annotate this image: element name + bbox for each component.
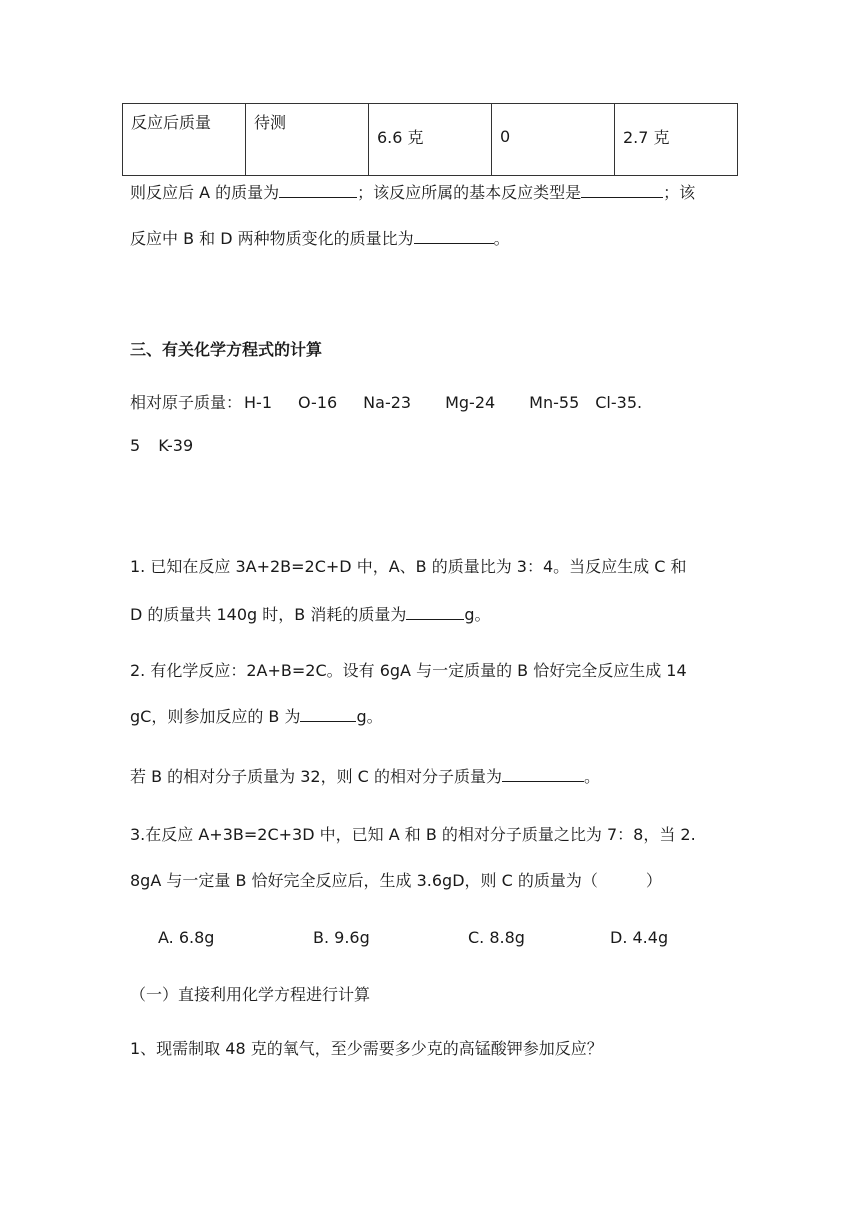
question-text: ；该: [663, 183, 696, 202]
result-table: [122, 103, 738, 176]
question-2-line3: [130, 764, 600, 787]
question-text: 。: [493, 229, 510, 248]
subsection-title: （一）直接利用化学方程进行计算: [130, 985, 371, 1004]
atomic-mass-line2: [130, 436, 193, 455]
question-text: 则反应后 A 的质量为: [130, 183, 280, 202]
table-cell: 0: [492, 104, 615, 176]
atomic-mass-value: H-1: [244, 393, 272, 412]
answer-blank: [414, 227, 494, 244]
question-text: gC，则参加反应的 B 为: [130, 707, 301, 726]
question-text: ；该反应所属的基本反应类型是: [357, 183, 582, 202]
answer-blank: [581, 181, 663, 198]
question-3-line2: 8gA 与一定量 B 恰好完全反应后，生成 3.6gD，则 C 的质量为（ ）: [130, 871, 662, 890]
answer-blank: [279, 181, 357, 198]
question-text: D 的质量共 140g 时，B 消耗的质量为: [130, 605, 407, 624]
question-text: 反应中 B 和 D 两种物质变化的质量比为: [130, 229, 414, 248]
question-text: g。: [464, 605, 491, 624]
question-3-option-b: B. 9.6g: [313, 928, 370, 947]
question-2-line1: 2. 有化学反应：2A+B=2C。设有 6gA 与一定质量的 B 恰好完全反应生成 14: [130, 661, 687, 680]
question-3-option-a: A. 6.8g: [158, 928, 215, 947]
atomic-mass-value: Mg-24: [445, 393, 496, 412]
table-cell: 2.7 克: [615, 104, 738, 176]
atomic-mass-value: Mn-55: [529, 393, 580, 412]
atomic-mass-line1: [130, 390, 642, 413]
table-cell: 待测: [246, 104, 369, 176]
question-mass-line1: [130, 180, 695, 203]
question-text: g。: [356, 707, 383, 726]
atomic-mass-value: 5: [130, 436, 141, 455]
question-1-line1: 1. 已知在反应 3A+2B=2C+D 中，A、B 的质量比为 3：4。当反应生成 C 和: [130, 557, 687, 576]
question-3-line1: 3.在反应 A+3B=2C+3D 中，已知 A 和 B 的相对分子质量之比为 7：8，当 2.: [130, 825, 696, 844]
atomic-mass-value: K-39: [158, 436, 194, 455]
answer-blank: [502, 765, 584, 782]
question-text: 若 B 的相对分子质量为 32，则 C 的相对分子质量为: [130, 767, 502, 786]
question-2-line2: [130, 704, 383, 727]
question-mass-line2: [130, 226, 510, 249]
answer-blank: [406, 603, 464, 620]
atomic-mass-value: Cl-35.: [595, 393, 643, 412]
question-3-option-c: C. 8.8g: [468, 928, 525, 947]
row-label-cell: 反应后质量: [123, 104, 246, 176]
question-3-option-d: D. 4.4g: [610, 928, 669, 947]
question-1-line2: [130, 602, 491, 625]
question-text: 。: [583, 767, 600, 786]
subsection-question-1: 1、现需制取 48 克的氧气，至少需要多少克的高锰酸钾参加反应？: [130, 1039, 603, 1058]
atomic-mass-value: Na-23: [363, 393, 412, 412]
atomic-mass-value: O-16: [298, 393, 338, 412]
table-cell: 6.6 克: [369, 104, 492, 176]
atomic-mass-label: 相对原子质量：: [130, 393, 243, 412]
section-title: 三、有关化学方程式的计算: [130, 340, 323, 359]
answer-blank: [300, 705, 356, 722]
table-row: [123, 104, 738, 176]
